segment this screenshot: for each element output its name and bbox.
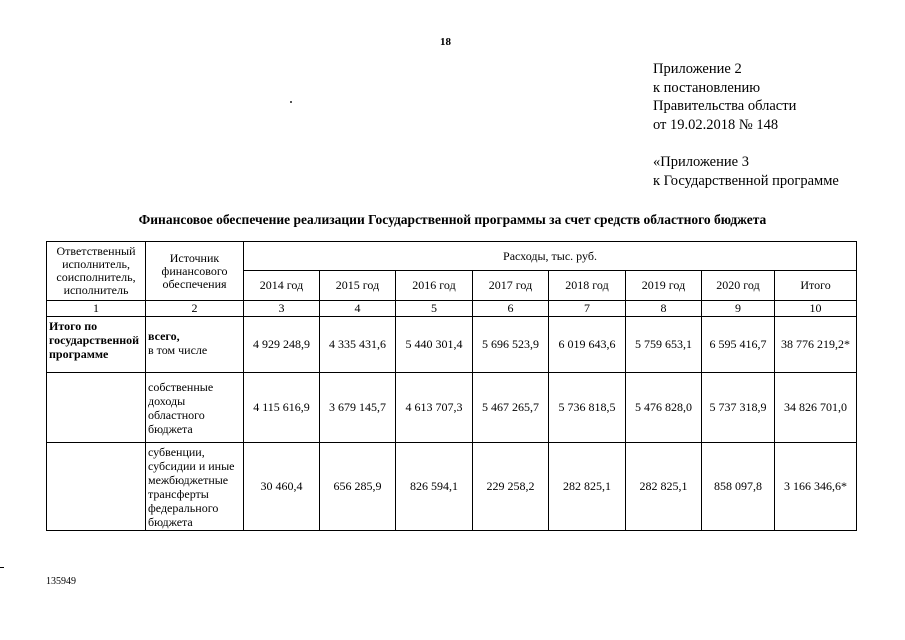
header-year: 2017 год [473,271,549,301]
value-cell: 5 759 653,1 [626,317,702,373]
header-year: 2020 год [702,271,775,301]
row-responsible: Итого по государственной программе [47,317,146,373]
column-number: 9 [702,301,775,317]
value-cell: 282 825,1 [626,443,702,531]
value-cell: 4 929 248,9 [244,317,320,373]
total-cell: 34 826 701,0 [775,373,857,443]
value-cell: 5 696 523,9 [473,317,549,373]
value-cell: 4 115 616,9 [244,373,320,443]
value-cell: 858 097,8 [702,443,775,531]
column-number: 8 [626,301,702,317]
value-cell: 5 737 318,9 [702,373,775,443]
header-year: 2015 год [320,271,396,301]
header-total: Итого [775,271,857,301]
page-number: 18 [440,36,451,48]
value-cell: 5 467 265,7 [473,373,549,443]
row-responsible [47,373,146,443]
column-number: 5 [396,301,473,317]
value-cell: 5 440 301,4 [396,317,473,373]
appendix-line: Правительства области [653,98,797,114]
table-row-federal-transfers [47,443,857,531]
header-expenses: Расходы, тыс. руб. [244,242,857,271]
row-source: субвенции, субсидии и иные межбюджетные трансферты федерального бюджета [146,443,244,531]
header-source: Источник финансового обеспечения [146,242,244,301]
appendix-line: к постановлению [653,79,761,96]
row-source-extra: в том числе [148,343,208,357]
table-row-own-revenue [47,373,857,443]
total-cell: 38 776 219,2* [775,317,857,373]
row-source-main: всего, [148,329,180,343]
value-cell: 6 019 643,6 [549,317,626,373]
value-cell: 4 613 707,3 [396,373,473,443]
appendix-line: от 19.02.2018 № 148 [653,116,779,133]
column-number-row [47,301,857,317]
column-number: 4 [320,301,396,317]
column-number: 10 [775,301,857,317]
appendix-gap [653,134,839,153]
column-number: 1 [47,301,146,317]
scan-speck [290,101,292,103]
row-source [146,317,244,373]
margin-mark [0,567,4,568]
column-number: 7 [549,301,626,317]
header-year: 2018 год [549,271,626,301]
value-cell: 6 595 416,7 [702,317,775,373]
value-cell: 30 460,4 [244,443,320,531]
row-responsible [47,443,146,531]
appendix-line: Приложение 2 [653,61,742,77]
value-cell: 3 679 145,7 [320,373,396,443]
value-cell: 656 285,9 [320,443,396,531]
total-cell: 3 166 346,6* [775,443,857,531]
document-title: Финансовое обеспечение реализации Государственной программы за счет средств областного бюджета [138,212,767,227]
document-id: 135949 [46,576,76,587]
value-cell: 5 476 828,0 [626,373,702,443]
financing-table [46,241,857,531]
value-cell: 5 736 818,5 [549,373,626,443]
value-cell: 4 335 431,6 [320,317,396,373]
header-row [47,242,857,271]
value-cell: 282 825,1 [549,443,626,531]
column-number: 3 [244,301,320,317]
appendix-sub-line: «Приложение 3 [653,154,749,170]
value-cell: 826 594,1 [396,443,473,531]
header-year: 2016 год [396,271,473,301]
header-responsible: Ответственный исполнитель, соисполнитель, исполнитель [47,242,146,301]
row-source: собственные доходы областного бюджета [146,373,244,443]
appendix-sub-line: к Государственной программе [653,172,839,189]
column-number: 2 [146,301,244,317]
header-year: 2014 год [244,271,320,301]
appendix-block [653,60,839,190]
header-year: 2019 год [626,271,702,301]
value-cell: 229 258,2 [473,443,549,531]
table-row-total [47,317,857,373]
column-number: 6 [473,301,549,317]
